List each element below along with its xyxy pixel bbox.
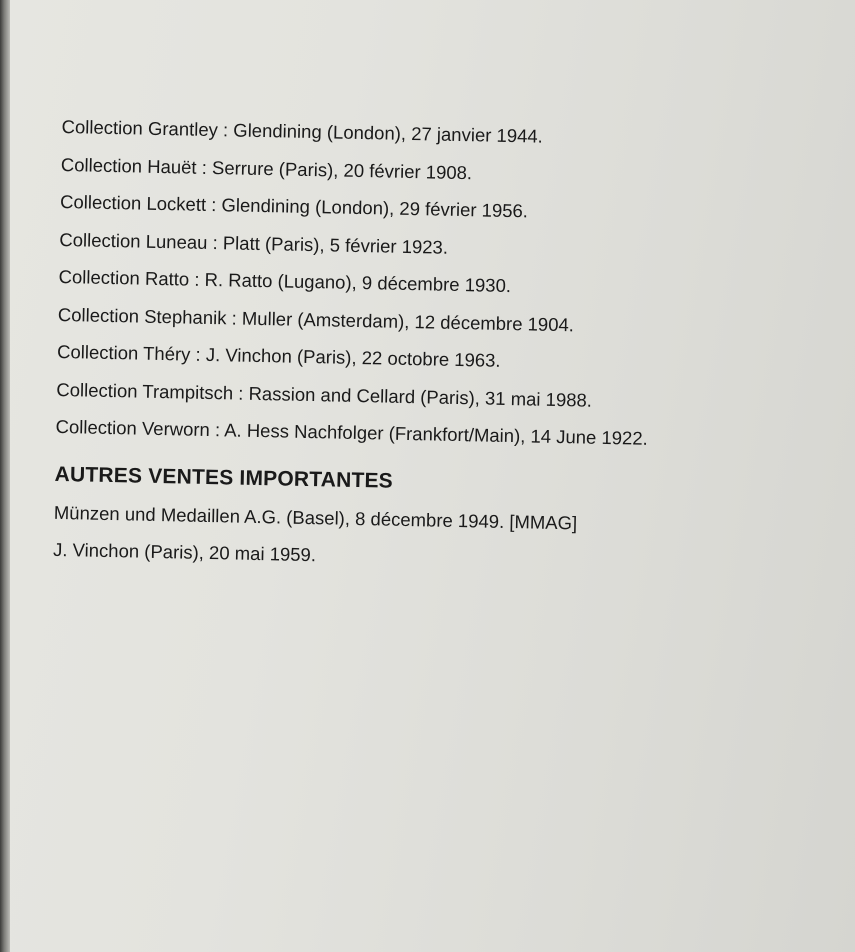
other-sale-item: J. Vinchon (Paris), 20 mai 1959. <box>52 538 317 565</box>
collection-sale-item: Collection Lockett : Glendining (London), 29 février 1956. <box>59 190 529 222</box>
collection-sales-list <box>55 108 822 461</box>
other-sale-item: Münzen und Medaillen A.G. (Basel), 8 décembre 1949. [MMAG] <box>53 501 578 533</box>
collection-sale-item: Collection Stephanik : Muller (Amsterdam), 12 décembre 1904. <box>57 303 575 335</box>
sales-text-block <box>53 108 822 583</box>
section-heading: AUTRES VENTES IMPORTANTES <box>54 462 394 493</box>
collection-sale-item: Collection Ratto : R. Ratto (Lugano), 9 décembre 1930. <box>58 265 512 297</box>
collection-sale-item: Collection Verworn : A. Hess Nachfolger (Frankfort/Main), 14 June 1922. <box>55 415 648 449</box>
collection-sale-item: Collection Luneau : Platt (Paris), 5 février 1923. <box>59 228 449 258</box>
other-sales-list <box>53 493 814 582</box>
collection-sale-item: Collection Trampitsch : Rassion and Cellard (Paris), 31 mai 1988. <box>56 378 593 411</box>
collection-sale-item: Collection Grantley : Glendining (London), 27 janvier 1944. <box>61 115 544 147</box>
collection-sale-item: Collection Théry : J. Vinchon (Paris), 22 octobre 1963. <box>56 340 501 371</box>
book-spine-shadow <box>0 0 10 952</box>
collection-sale-item: Collection Hauët : Serrure (Paris), 20 février 1908. <box>60 153 473 183</box>
book-page <box>6 0 855 952</box>
